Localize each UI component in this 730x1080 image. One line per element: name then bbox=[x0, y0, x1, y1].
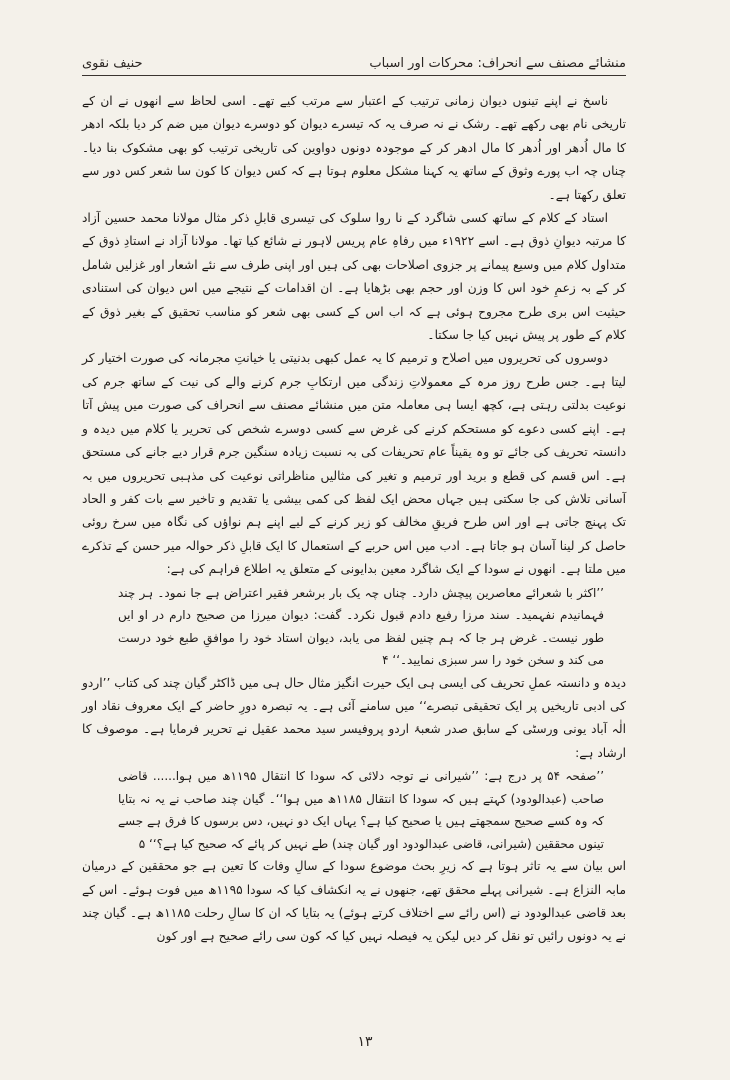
header-author: حنیف نقوی bbox=[82, 56, 143, 71]
paragraph-1: ناسخ نے اپنے تینوں دیوان زمانی ترتیب کے اعتبار سے مرتب کیے تھے۔ اسی لحاظ سے انھوں نے ان کے تاریخی نام بھی رکھے تھے۔ رشک نے نہ صرف یہ کہ تیسرے دیوان کو دوسرے دیوان میں ضم کر دیا بلکہ ادھر کا مال اُدھر اور اُدھر کا مال ادھر کر کے موجودہ دونوں دواوین کی تاریخی ترتیب کو بھی مشکوک بنا دیا۔ چناں چہ اب پورے وثوق کے ساتھ یہ کہنا مشکل معلوم ہوتا ہے کہ کس دیوان کا کون سا شعر کس دور سے تعلق رکھتا ہے۔ bbox=[82, 94, 626, 202]
block-quote-2: ’’صفحہ ۵۴ پر درج ہے: ’’شیرانی نے توجہ دلائی کہ سودا کا انتقال ۱۱۹۵ھ میں ہوا...... قاضی صاحب (عبدالودود) کہتے ہیں کہ سودا کا انتقال ۱۱۸۵ھ میں ہوا‘‘۔ گیان چند صاحب نے یہ نہ بتایا کہ وہ کسے صحیح سمجھتے ہیں یا صحیح کیا ہے؟ یہاں ایک دو نہیں، دس برسوں کا فرق ہے جسے تینوں محققین (شیرانی، قاضی عبدالودود اور گیان چند) طے نہیں کر پائے کہ صحیح کیا ہے؟‘‘ ۵ bbox=[118, 769, 605, 851]
header-title: منشائے مصنف سے انحراف: محرکات اور اسباب bbox=[369, 56, 626, 71]
body-text bbox=[82, 90, 626, 949]
paragraph-5: اس بیان سے یہ تاثر ہوتا ہے کہ زیرِ بحث موضوع سودا کے سالِ وفات کا تعین ہے جو محققین کے درمیان مابہ النزاع ہے۔ شیرانی پہلے محقق تھے، جنھوں نے یہ انکشاف کیا کہ سودا ۱۱۹۵ھ میں فوت ہوئے۔ اس کے بعد قاضی عبدالودود نے (اس رائے سے اختلاف کرتے ہوئے) یہ بتایا کہ ان کا سالِ رحلت ۱۱۸۵ھ ہے۔ گیان چند نے یہ دونوں رائیں تو نقل کر دیں لیکن یہ فیصلہ نہیں کیا کہ کون سی رائے صحیح ہے اور کون bbox=[82, 859, 627, 944]
running-header bbox=[82, 56, 626, 71]
header-rule bbox=[82, 75, 626, 76]
paragraph-2: استاد کے کلام کے ساتھ کسی شاگرد کے نا روا سلوک کی تیسری قابلِ ذکر مثال مولانا محمد حسین آزاد کا مرتبہ دیوانِ ذوق ہے۔ اسے ۱۹۲۲ء میں رفاہِ عام پریس لاہور نے شائع کیا تھا۔ مولانا آزاد نے استادِ ذوق کے متداول کلام میں وسیع پیمانے پر جزوی اصلاحات بھی کی ہیں اور اپنی طرف سے نئے اشعار اور غزلیں شامل کر کے بہ زعمِ خود اس کا وزن اور حجم بھی بڑھایا ہے۔ ان اقدامات کے نتیجے میں اس دیوان کی استنادی حیثیت اس بری طرح مجروح ہوئی ہے کہ اب اس کے کسی بھی شعر کو مناسب تحقیق کے بغیر ذوق کے کلام کے طور پر پیش نہیں کیا جا سکتا۔ bbox=[82, 211, 626, 343]
paragraph-4: دیدہ و دانستہ عملِ تحریف کی ایسی ہی ایک حیرت انگیز مثال حال ہی میں ڈاکٹر گیان چند کی کتاب ’’اردو کی ادبی تاریخیں پر ایک تحقیقی تبصرے‘‘ میں سامنے آئی ہے۔ یہ تبصرہ دورِ حاضر کے ایک معروف نقاد اور الٰہ آباد یونی ورسٹی کے سابق صدر شعبۂ اردو پروفیسر سید محمد عقیل نے تحریر فرمایا ہے۔ موصوف کا ارشاد ہے: bbox=[82, 675, 626, 760]
page-number: ۱۳ bbox=[357, 1034, 373, 1050]
paragraph-3: دوسروں کی تحریروں میں اصلاح و ترمیم کا یہ عمل کبھی بدنیتی یا خیانتِ مجرمانہ کی صورت اختیار کر لیتا ہے۔ جس طرح روز مرہ کے معمولاتِ زندگی میں ارتکابِ جرم کرنے والے کی نیت کے ساتھ جرم کی نوعیت بدلتی رہتی ہے، کچھ ایسا ہی معاملہ متن میں منشائے مصنف سے انحراف کی صورت میں پیش آتا ہے۔ اپنے کسی دعوے کو مستحکم کرنے کی غرض سے کسی دوسرے شخص کی تحریر یا کلام میں دیدہ و دانستہ تحریف کی جائے تو وہ یقیناً عام تحریفات کی بہ نسبت زیادہ سنگین جرم قرار دیے جانے کی مستحق ہے۔ اس قسم کی قطع و برید اور ترمیم و تغیر کی مثالیں مناظراتی نوعیت کی مذہبی تحریروں میں بہ آسانی تلاش کی جا سکتی ہیں جہاں محض ایک لفظ کی کمی بیشی یا تقدیم و تاخیر سے بات کفر و الحاد تک پہنچ جاتی ہے اور اس طرح فریقِ مخالف کو زیر کرنے کے لیے اپنے ہم نواؤں کی نگاہ میں سرخ روئی حاصل کر لینا آسان ہو جاتا ہے۔ ادب میں اس حربے کے استعمال کا ایک قابلِ ذکر حوالہ میر حسن کے تذکرے میں ملتا ہے۔ انھوں نے سودا کے ایک شاگرد معین بدایونی کے متعلق یہ اطلاع فراہم کی ہے: bbox=[82, 351, 626, 577]
block-quote-1: ’’اکثر با شعرائے معاصرین پیچش دارد۔ چناں چہ یک بار برشعر فقیر اعتراض ہے جا نمود۔ ہر چند فہمانیدم نفہمید۔ سند مرزا رفیع دادم قبول نکرد۔ گفت: دیوان میرزا من صحیح دارم در او ایں طور نیست۔ غرض ہر جا کہ ہم چنیں لفظ می یابد، دیوان استاد خود را موافقِ طبع خود درست می کند و سخن خود را سر سبزی نمایید۔‘‘ ۴ bbox=[118, 585, 604, 668]
